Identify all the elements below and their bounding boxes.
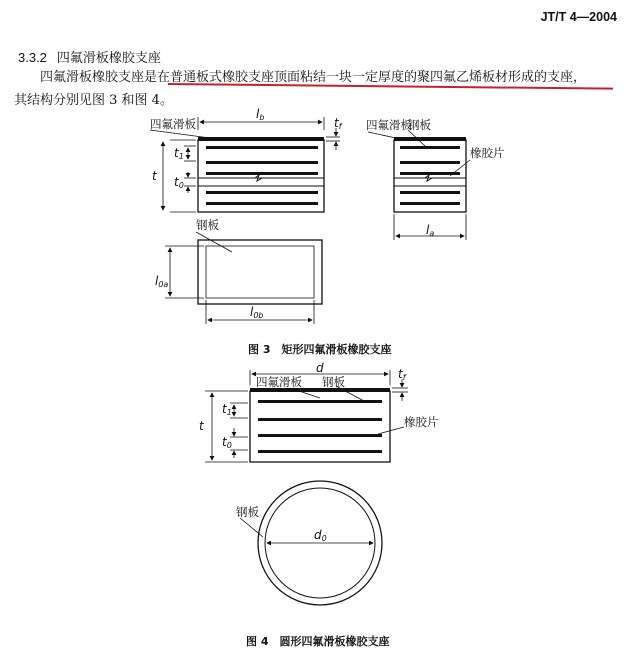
section-title: 四氟滑板橡胶支座 bbox=[56, 51, 161, 66]
fig3-plan-view bbox=[198, 240, 322, 304]
fig3-t-label: t bbox=[152, 169, 157, 183]
fig4-ptfe-label: 四氟滑板 bbox=[256, 375, 302, 389]
figure3-caption: 图 3 矩形四氟滑板橡胶支座 bbox=[248, 343, 392, 356]
fig3-dimensions bbox=[150, 117, 340, 212]
fig3-t1-label: t1 bbox=[174, 146, 184, 161]
figure4-caption: 图 4 圆形四氟滑板橡胶支座 bbox=[246, 635, 390, 648]
fig4-d0-label: d0 bbox=[314, 528, 327, 543]
paragraph-line-1: 四氟滑板橡胶支座是在普通板式橡胶支座顶面粘结一块一定厚度的聚四氟乙烯板材形成的支座， bbox=[40, 70, 587, 85]
fig4-rubber-label: 橡胶片 bbox=[404, 415, 439, 429]
fig3-steel-label-right: 钢板 bbox=[408, 118, 431, 132]
fig4-dimensions bbox=[205, 370, 408, 462]
fig4-t-label: t bbox=[199, 419, 204, 433]
fig3-ptfe-label-left: 四氟滑板 bbox=[150, 117, 196, 131]
standard-header: JT/T 4—2004 bbox=[540, 10, 617, 24]
paragraph-line-2: 其结构分别见图 3 和图 4。 bbox=[14, 93, 173, 108]
fig4-plan-dimensions bbox=[240, 518, 373, 543]
fig3-l0b-label: l0b bbox=[250, 305, 264, 320]
fig3-rubber-label-right: 橡胶片 bbox=[470, 146, 505, 160]
fig3-l0a-label: l0a bbox=[155, 274, 169, 289]
fig3-steel-plates bbox=[206, 146, 318, 205]
fig3-la-label: la bbox=[426, 223, 435, 238]
fig3-tf-label: tf bbox=[334, 116, 342, 131]
fig4-t0-label: t0 bbox=[222, 435, 232, 450]
fig3-steel-label-plan: 钢板 bbox=[196, 218, 219, 232]
fig4-steel-plates bbox=[258, 400, 382, 453]
fig4-d-label: d bbox=[316, 361, 324, 375]
fig4-tf-label: tf bbox=[398, 367, 406, 382]
fig4-steel-label-circle: 钢板 bbox=[236, 505, 259, 519]
fig4-steel-label: 钢板 bbox=[322, 375, 345, 389]
fig3-ptfe-label-right: 四氟滑板 bbox=[366, 118, 412, 132]
fig3-t0-label: t0 bbox=[174, 175, 184, 190]
section-number: 3.3.2 bbox=[18, 50, 47, 65]
fig3-lb-label: lb bbox=[256, 107, 265, 122]
fig4-t1-label: t1 bbox=[222, 402, 232, 417]
